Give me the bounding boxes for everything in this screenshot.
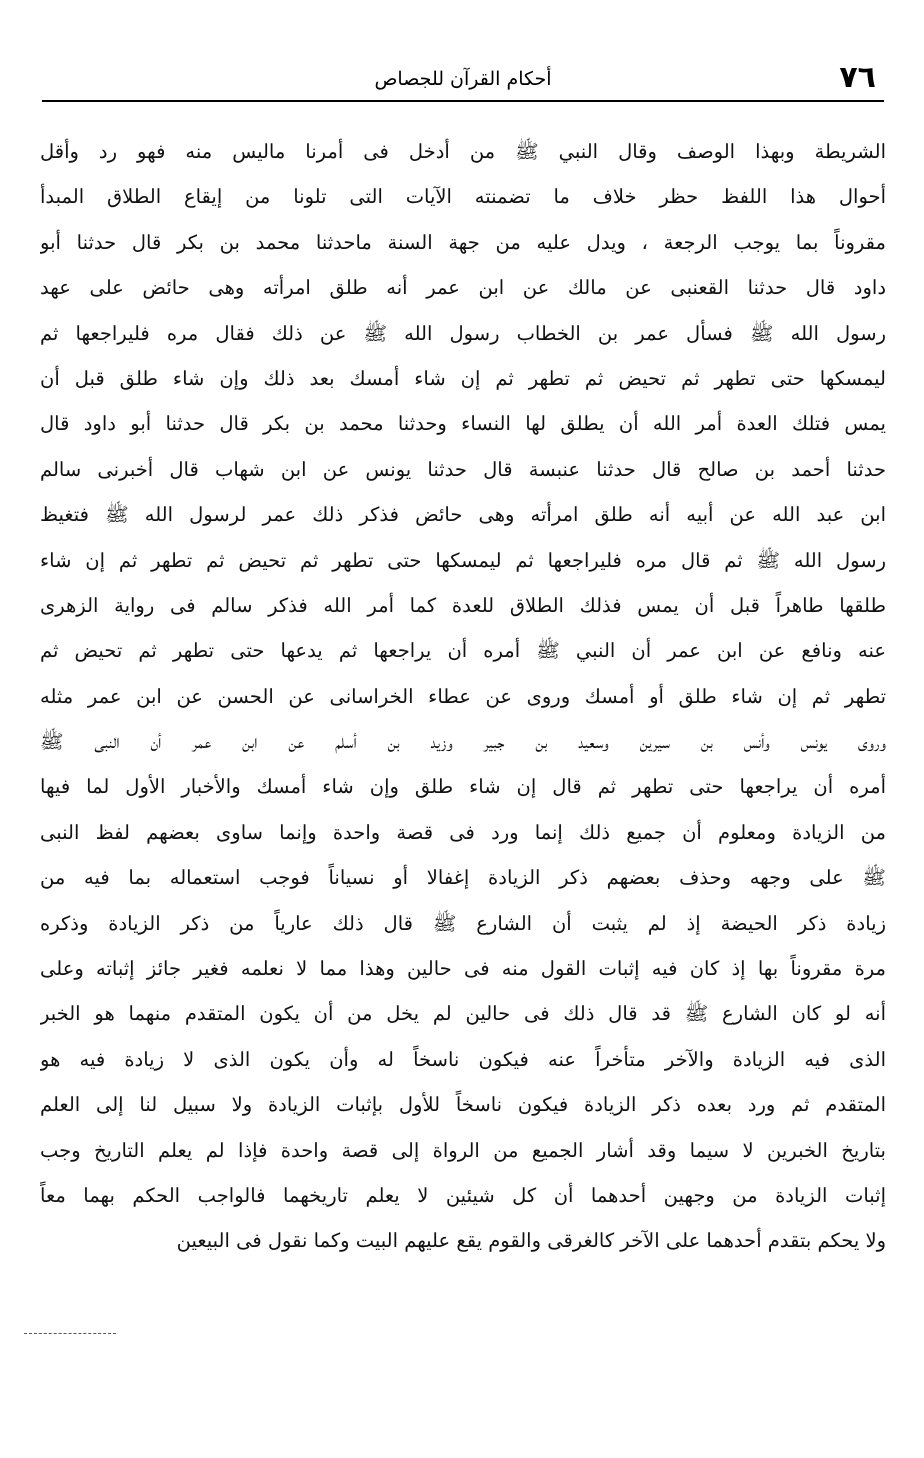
- text-line: أنه لو كان الشارع ﷺ قد قال ذلك فى حالين لم يخل من أن يكون المتقدم منهما هو الخبر: [40, 1002, 886, 1026]
- text-line: الذى فيه الزيادة والآخر متأخراً عنه فيكون ناسخاً له وأن يكون الذى لا زيادة فيه هو: [40, 1047, 886, 1071]
- text-line: رسول الله ﷺ ثم قال مره فليراجعها ثم ليمسكها حتى تطهر ثم تحيض ثم تطهر ثم إن شاء: [40, 548, 886, 572]
- text-line: طلقها طاهراً قبل أن يمس فذلك الطلاق للعدة كما أمر الله فذكر سالم فى رواية الزهرى: [40, 593, 886, 617]
- text-line: أحوال هذا اللفظ حظر خلاف ما تضمنته الآيات التى تلونا من إيقاع الطلاق المبدأ: [40, 185, 886, 209]
- page-header: [42, 58, 884, 102]
- running-title: أحكام القرآن للجصاص: [374, 68, 552, 90]
- text-line: المتقدم ثم ورد بعده ذكر الزيادة فيكون ناسخاً للأول بإثبات الزيادة ولا سبيل لنا إلى العلم: [40, 1093, 886, 1117]
- text-line: وروى يونس وأنس بن سيرين وسعيد بن جبير وزيد بن أسلم عن ابن عمر أن النبى ﷺ: [40, 730, 886, 754]
- header-divider: [42, 100, 884, 102]
- text-line: من الزيادة ومعلوم أن جميع ذلك إنما ورد فى قصة واحدة وإنما ساوى بعضهم لفظ النبى: [40, 820, 886, 844]
- text-line: ﷺ على وجهه وحذف بعضهم ذكر الزيادة إغفالا أو نسياناً فوجب استعماله بما فيه من: [40, 866, 886, 890]
- text-line: عنه ونافع عن ابن عمر أن النبي ﷺ أمره أن يراجعها ثم يدعها حتى تطهر ثم تحيض ثم: [40, 639, 886, 663]
- text-line: تطهر ثم إن شاء طلق أو أمسك وروى عن عطاء الخراسانى عن الحسن عن ابن عمر مثله: [40, 684, 886, 708]
- text-line: رسول الله ﷺ فسأل عمر بن الخطاب رسول الله ﷺ عن ذلك فقال مره فليراجعها ثم: [40, 321, 886, 345]
- text-line: ليمسكها حتى تطهر ثم تحيض ثم تطهر ثم إن شاء أمسك بعد ذلك وإن شاء طلق قبل أن: [40, 366, 886, 390]
- text-line: يمس فتلك العدة أمر الله أن يطلق لها النساء وحدثنا محمد بن بكر قال حدثنا أبو داود قال: [40, 412, 886, 436]
- page-number: ٧٦: [839, 60, 876, 95]
- text-line: مرة مقروناً بها إذ كان فيه إثبات القول منه فى حالين وهذا مما لا نعلمه فغير جائز إثباته وعلى: [40, 957, 886, 981]
- footer-scan-mark: [24, 1333, 116, 1334]
- text-line: داود قال حدثنا القعنبى عن مالك عن ابن عمر أنه طلق امرأته وهى حائض على عهد: [40, 276, 886, 300]
- text-line: الشريطة وبهذا الوصف وقال النبي ﷺ من أدخل فى أمرنا ماليس منه فهو رد وأقل: [40, 140, 886, 163]
- text-line: ولا يحكم بتقدم أحدهما على الآخر كالغرقى والقوم يقع عليهم البيت وكما نقول فى البيعين: [176, 1229, 886, 1253]
- text-line: أمره أن يراجعها حتى تطهر ثم قال إن شاء طلق وإن شاء أمسك والأخبار الأول لما فيها: [40, 775, 886, 799]
- text-line: ابن عبد الله عن أبيه أنه طلق امرأته وهى حائض فذكر ذلك عمر لرسول الله ﷺ فتغيظ: [40, 503, 886, 527]
- text-line: مقروناً بما يوجب الرجعة ، ويدل عليه من جهة السنة ماحدثنا محمد بن بكر قال حدثنا أبو: [40, 230, 886, 254]
- text-line: إثبات الزيادة من وجهين أحدهما أن كل شيئين لا يعلم تاريخهما فالواجب الحكم بهما معاً: [40, 1183, 886, 1207]
- text-line: بتاريخ الخبرين لا سيما وقد أشار الجميع من الرواة إلى قصة واحدة فإذا لم يعلم التاريخ وجب: [40, 1138, 886, 1162]
- text-line: حدثنا أحمد بن صالح قال حدثنا عنبسة قال حدثنا يونس عن ابن شهاب قال أخبرنى سالم: [40, 457, 886, 481]
- body-text: [40, 129, 886, 1264]
- text-line: زيادة ذكر الحيضة إذ لم يثبت أن الشارع ﷺ قال ذلك عارياً من ذكر الزيادة وذكره: [40, 911, 886, 935]
